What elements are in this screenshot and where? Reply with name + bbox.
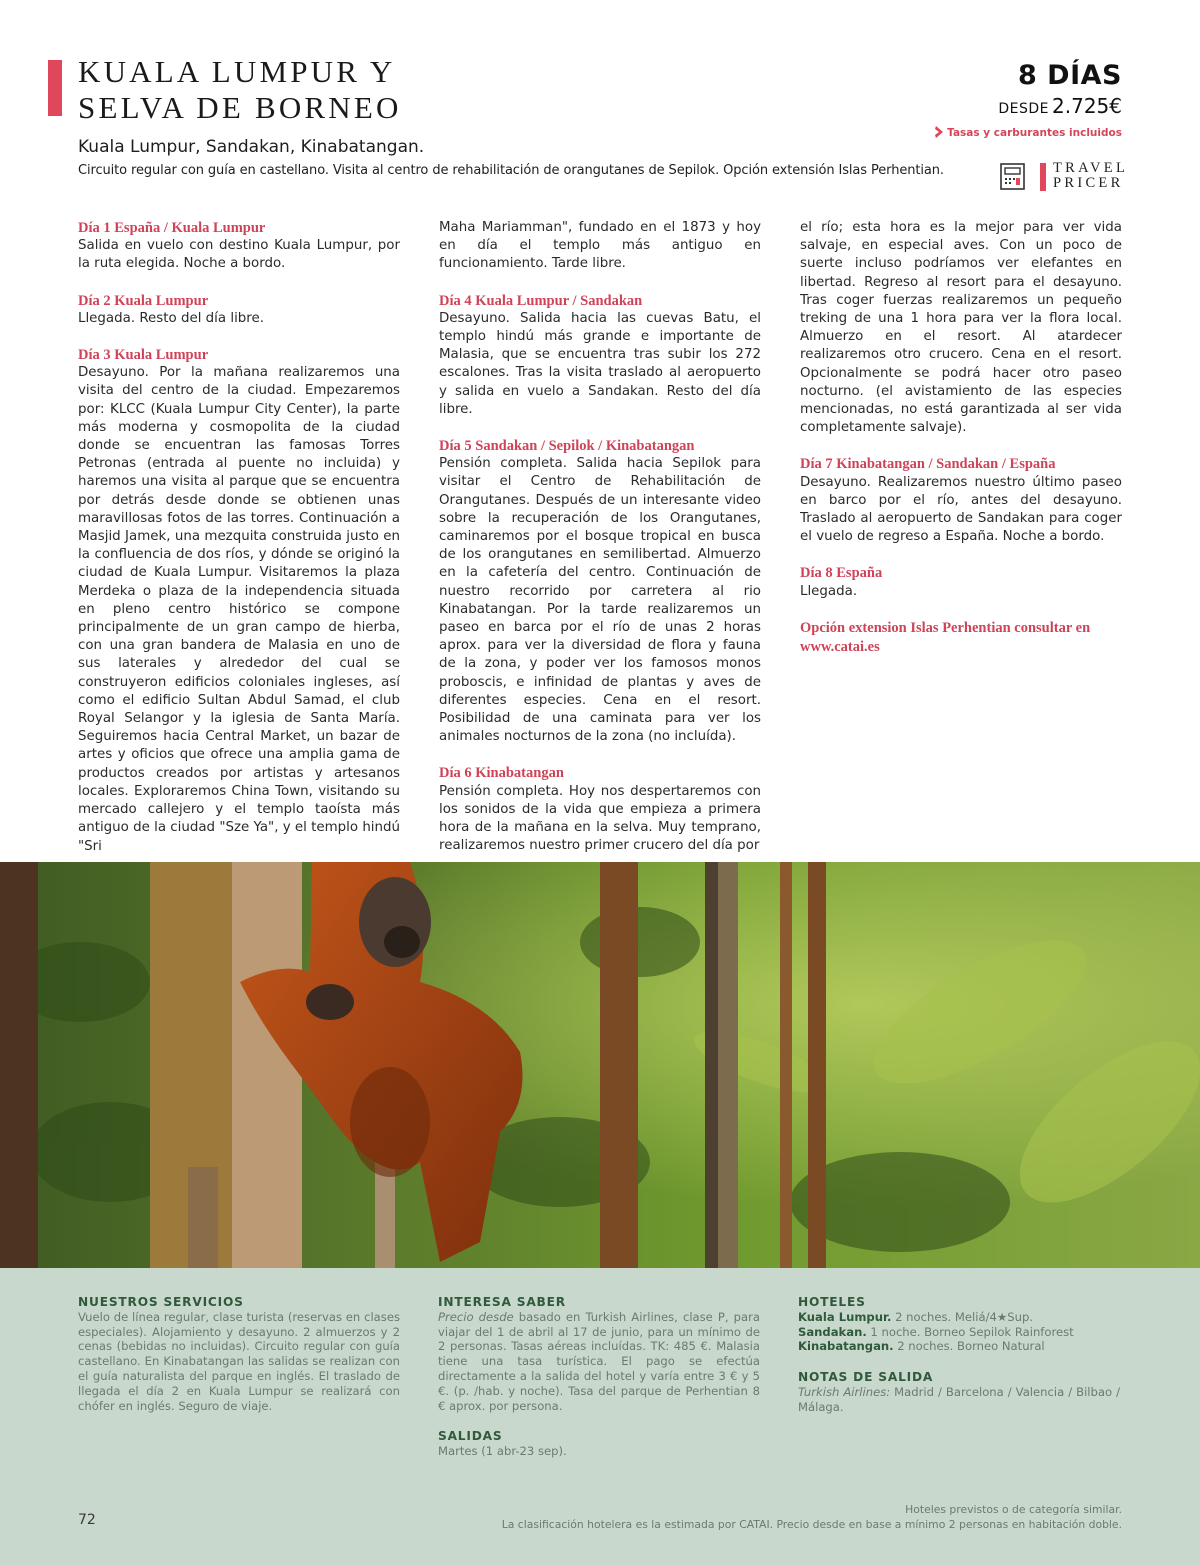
day-title: Día 1 España / Kuala Lumpur — [78, 220, 266, 236]
departure-notes-airline: Turkish Airlines: — [798, 1384, 891, 1399]
info-body: basado en Turkish Airlines, clase P, para viajar del 1 de abril al 17 de junio, para un mínimo de 2 personas. Tasas aéreas incluídas. TK: 485 €. Malasia tiene una tasa turística. El pago se efectúa directamente a la salida del hotel y varía entre 3 € y 5 €. (p. /hab. y noche). Tasa del parque de Perhentian 8 € aprox. por persona. — [438, 1309, 760, 1413]
day-body: Llegada. Resto del día libre. — [78, 310, 265, 326]
price-amount: 2.725€ — [1052, 94, 1122, 118]
day-body: Maha Mariamman", fundado en el 1873 y hoy en día el templo más antiguo en funcionamiento. Tarde libre. — [439, 220, 761, 272]
hotels-column — [798, 1295, 1120, 1431]
itinerary — [78, 219, 1122, 874]
disclaimer-line-1: Hoteles previstos o de categoría similar. — [905, 1503, 1122, 1516]
hotel-item — [798, 1310, 1120, 1325]
title-line-2: SELVA DE BORNEO — [78, 90, 402, 125]
day-6-continued — [800, 219, 1122, 437]
day-body: el río; esta hora es la mejor para ver vida salvaje, en especial aves. Con un poco de suerte incluso podríamos ver elefantes en libertad. Regreso al resort para el desayuno. Tras coger fuerzas realizaremos un pequeño treking de una 1 hora para ver la flora local. Almuerzo en el resort. Al atardecer realizaremos otro crucero. Cena en el resort. Opcionalmente se podrá hacer otro paseo nocturno. (el avistamiento de las especies mencionadas, no está garantizada al ser vida completamente salvaje). — [800, 220, 1122, 436]
services-heading: NUESTROS SERVICIOS — [78, 1295, 244, 1309]
travel-pricer-line-1: TRAVEL — [1053, 160, 1129, 176]
itinerary-column-1 — [78, 219, 400, 874]
disclaimer-line-2: La clasificación hotelera es la estimada por CATAI. Precio desde en base a mínimo 2 personas en habitación doble. — [501, 1518, 1122, 1531]
services-body: Vuelo de línea regular, clase turista (reservas en clases especiales). Alojamiento y desayuno. 2 almuerzos y 2 cenas (bebidas no incluidas). Circuito regular con guía castellano. En Kinabatangan las salidas se realizan con el guía naturalista del parque en inglés. El traslado de llegada el día 2 en Kuala Lumpur se realizará con chófer en inglés. Seguro de viaje. — [78, 1309, 400, 1413]
title-line-1: KUALA LUMPUR Y — [78, 54, 396, 89]
title-accent-bar — [48, 60, 62, 116]
day-7 — [800, 455, 1122, 546]
duration-label: 8 DÍAS — [1018, 60, 1122, 91]
hotel-item — [798, 1325, 1120, 1340]
travel-pricer-accent — [1040, 163, 1046, 191]
itinerary-column-2 — [439, 219, 761, 874]
hotel-city: Sandakan. — [798, 1324, 867, 1339]
page-title — [78, 54, 402, 126]
day-3 — [78, 346, 400, 856]
price-prefix: DESDE — [998, 101, 1050, 117]
hotel-city: Kinabatangan. — [798, 1339, 894, 1354]
taxes-note-text: Tasas y carburantes incluidos — [947, 127, 1122, 139]
departures-body: Martes (1 abr-23 sep). — [438, 1444, 567, 1459]
day-title: Día 4 Kuala Lumpur / Sandakan — [439, 292, 643, 309]
hotels-heading: HOTELES — [798, 1295, 866, 1309]
hotel-detail: 2 noches. Meliá/4★Sup. — [891, 1309, 1034, 1324]
day-body: Pensión completa. Hoy nos despertaremos con los sonidos de la vida que empieza a primera hora de la mañana en la selva. Muy temprano, realizaremos nuestro primer crucero del día por — [439, 783, 761, 854]
departure-notes-body: Madrid / Barcelona / Valencia / Bilbao / Málaga. — [798, 1384, 1120, 1414]
footer-info-panel — [0, 1268, 1200, 1565]
extension-note-line-1: Opción extension Islas Perhentian consultar en — [800, 619, 1091, 636]
extension-link[interactable]: www.catai.es — [800, 638, 880, 655]
day-5 — [439, 437, 761, 746]
travel-pricer-logo[interactable] — [1053, 161, 1128, 191]
hotel-detail: 1 noche. Borneo Sepilok Rainforest — [866, 1324, 1074, 1339]
travel-pricer-line-2: PRICER — [1053, 175, 1124, 191]
day-title: Día 5 Sandakan / Sepilok / Kinabatangan — [439, 438, 695, 455]
disclaimer — [502, 1502, 1122, 1532]
calculator-icon[interactable] — [1000, 163, 1025, 190]
day-8 — [800, 564, 1122, 600]
hotel-detail: 2 noches. Borneo Natural — [893, 1339, 1045, 1354]
services-block — [78, 1295, 400, 1413]
services-column — [78, 1295, 400, 1429]
itinerary-column-3 — [800, 219, 1122, 874]
day-body: Salida en vuelo con destino Kuala Lumpur, por la ruta elegida. Noche a bordo. — [78, 238, 400, 272]
day-title: Día 3 Kuala Lumpur — [78, 347, 209, 364]
info-block — [438, 1295, 760, 1413]
day-2 — [78, 292, 400, 328]
day-title: Día 7 Kinabatangan / Sandakan / España — [800, 456, 1056, 473]
hotel-item — [798, 1339, 1120, 1354]
day-title: Día 6 Kinabatangan — [439, 765, 564, 782]
info-column — [438, 1295, 760, 1475]
departures-block — [438, 1429, 760, 1459]
price-line — [998, 94, 1122, 118]
day-body: Pensión completa. Salida hacia Sepilok para visitar el Centro de Rehabilitación de Orangutanes. Después de un interesante video sobre la recuperación de los Orangutanes, caminaremos por el bosque tropical en busca de los orangutanes en semilibertad. Almuerzo en la cafetería del centro. Continuación de nuestro recorrido por carretera al rio Kinabatangan. Por la tarde realizaremos un paseo en barca por el río de unas 2 horas aprox. para ver la diversidad de flora y fauna de la zona, y poder ver los famosos monos proboscis, e infinidad de plantas y aves de diferentes especies. Cena en el resort. Posibilidad de una caminata para ver los animales nocturnos de la zona (no incluída). — [439, 456, 761, 745]
departure-notes-block — [798, 1370, 1120, 1414]
departure-notes-heading: NOTAS DE SALIDA — [798, 1370, 934, 1385]
hotels-block — [798, 1295, 1120, 1354]
chevron-right-icon — [935, 126, 943, 138]
page-number: 72 — [78, 1512, 96, 1528]
day-4 — [439, 292, 761, 419]
day-body: Desayuno. Por la mañana realizaremos una visita del centro de la ciudad. Empezaremos por: KLCC (Kuala Lumpur City Center), la parte más moderna y cosmopolita de la ciudad donde se encuentran las famosas Torres Petronas (entrada al puente no incluida) y haremos una visita al parque que se encuentra por detrás desde donde se obtienen unas maravillosas fotos de las torres. Continuación a Masjid Jamek, una mezquita construida justo en la confluencia de dos ríos, y dónde se originó la ciudad de Kuala Lumpur. Visitaremos la plaza Merdeka o plaza de la independencia situada en pleno centro histórico se compone principalmente de un gran campo de hierba, con una gran bandera de Malasia en uno de sus laterales y alrededor del cual se construyeron edificios coloniales ingleses, así como el edificio Sultan Abdul Samad, el club Royal Selangor y la iglesia de Santa María. Seguiremos hacia Central Market, un bazar de artes y oficios que ofrece una amplia gama de productos creados por artistas y artesanos locales. Exploraremos China Town, visitando su mercado callejero y el templo taoísta más antiguo de la ciudad "Sze Ya", y el templo hindú "Sri — [78, 365, 400, 854]
orangutan-rainforest-photo — [0, 862, 1200, 1268]
taxes-note — [935, 126, 1122, 139]
day-title: Día 8 España — [800, 565, 883, 582]
extension-note — [800, 619, 1122, 657]
day-1 — [78, 219, 400, 274]
tour-intro: Circuito regular con guía en castellano. Visita al centro de rehabilitación de orangutanes de Sepilok. Opción extensión Islas Perhentian. — [78, 163, 944, 178]
day-3-continued — [439, 219, 761, 274]
info-lead: Precio desde — [438, 1309, 514, 1324]
info-heading: INTERESA SABER — [438, 1295, 566, 1309]
day-title: Día 2 Kuala Lumpur — [78, 292, 209, 309]
day-body: Desayuno. Realizaremos nuestro último paseo en barco por el río, antes del desayuno. Traslado al aeropuerto de Sandakan para coger el vuelo de regreso a España. Noche a bordo. — [800, 474, 1122, 545]
day-body: Llegada. — [800, 583, 858, 599]
day-body: Desayuno. Salida hacia las cuevas Batu, el templo hindú más grande e importante de Malasia, que se encuentra tras subir los 272 escalones. Tras la visita traslado al aeropuerto y salida en vuelo a Sandakan. Resto del día libre. — [439, 310, 761, 417]
hotel-city: Kuala Lumpur. — [798, 1309, 892, 1324]
day-6 — [439, 764, 761, 855]
photo-illustration — [0, 862, 1200, 1268]
departures-heading: SALIDAS — [438, 1429, 503, 1444]
route-subtitle: Kuala Lumpur, Sandakan, Kinabatangan. — [78, 137, 425, 157]
